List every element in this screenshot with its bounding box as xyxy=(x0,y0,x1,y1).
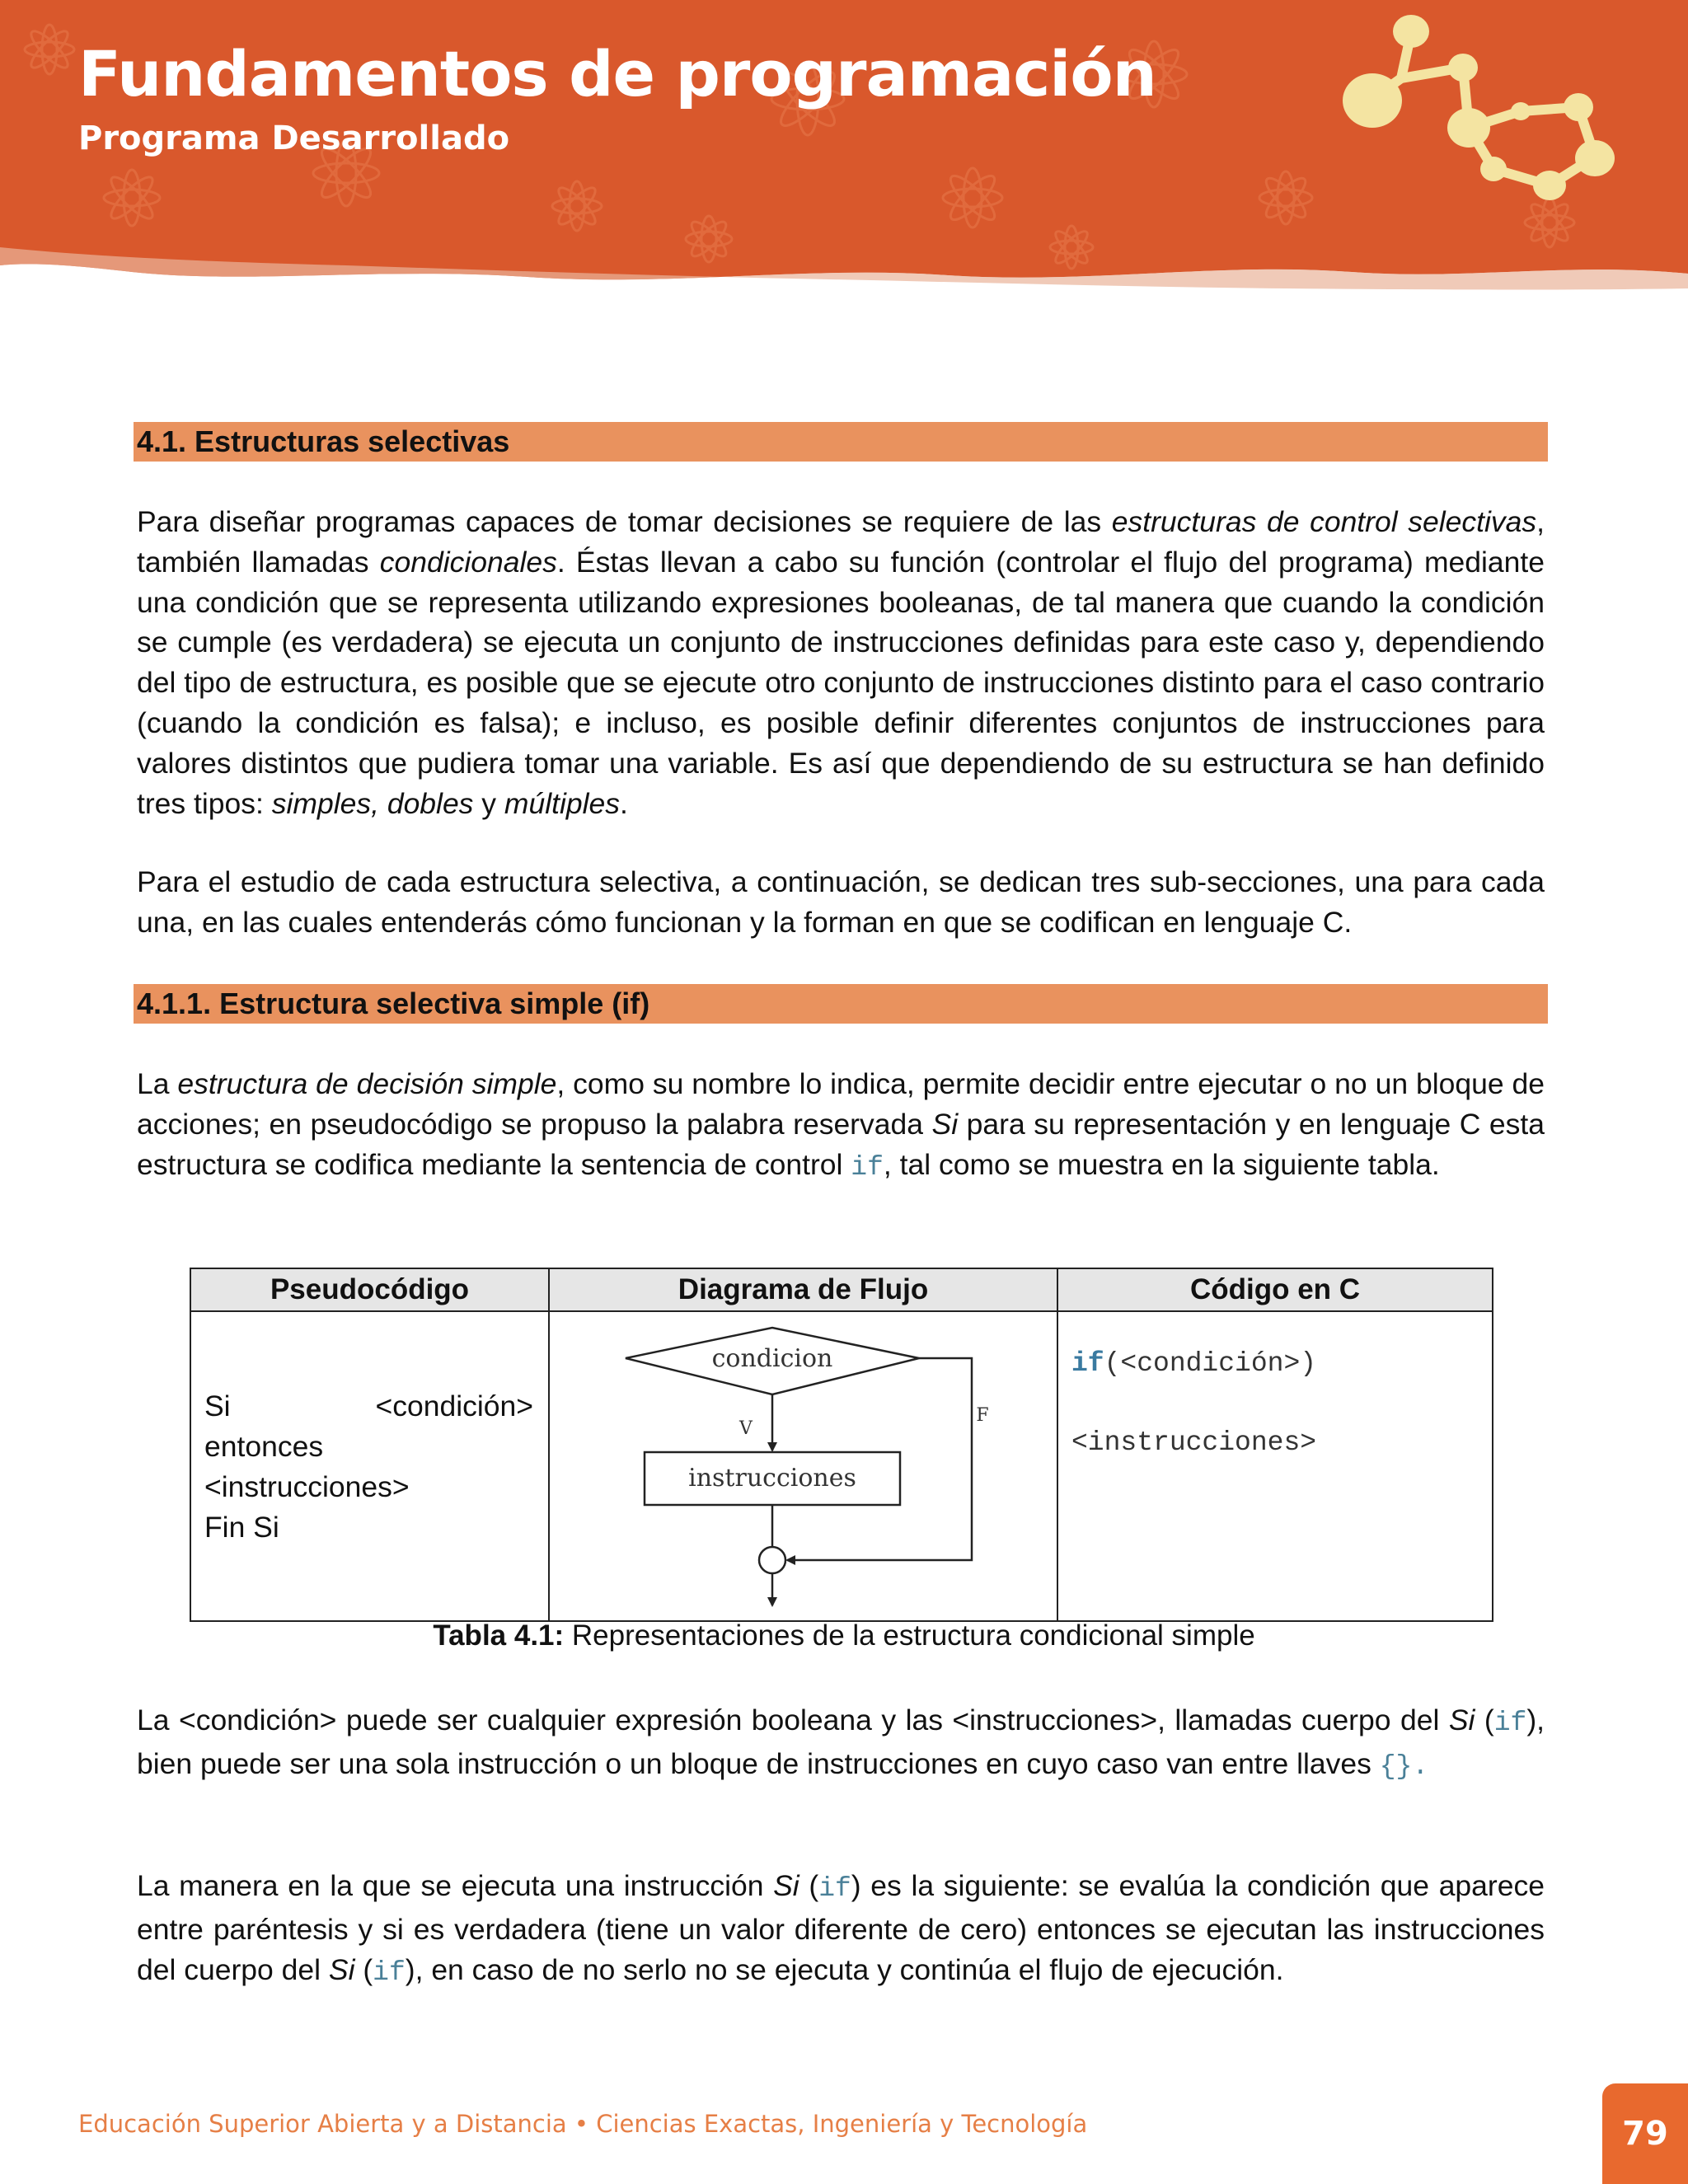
text-run: Para diseñar programas capaces de tomar decisiones se requiere de las xyxy=(137,505,1112,538)
text-run: ( xyxy=(1475,1704,1494,1736)
inline-code: if xyxy=(373,1957,406,1988)
flowchart-cell xyxy=(549,1311,1057,1621)
table-row xyxy=(190,1311,1493,1621)
text-run: La xyxy=(137,1067,178,1100)
page-number: 79 xyxy=(1602,2083,1688,2184)
section-heading-4-1-1: 4.1.1. Estructura selectiva simple (if) xyxy=(134,984,1548,1024)
representations-table xyxy=(190,1268,1493,1622)
pseudo-entonces: entonces xyxy=(204,1430,324,1463)
text-run: , también llamadas xyxy=(137,505,1545,579)
footer-institution: Educación Superior Abierta y a Distancia • Ciencias Exactas, Ingeniería y Tecnología xyxy=(78,2110,1088,2138)
pseudo-instructions: <instrucciones> xyxy=(204,1470,410,1503)
header-banner xyxy=(0,0,1688,297)
text-run: ), en caso de no serlo no se ejecuta y continúa el flujo de ejecución. xyxy=(405,1952,1284,1986)
connector-circle xyxy=(759,1547,785,1573)
paragraph-selective-structures xyxy=(137,502,1545,823)
column-header-flowchart: Diagrama de Flujo xyxy=(549,1268,1057,1311)
emphasis-text: Si xyxy=(931,1107,959,1141)
true-label: V xyxy=(739,1418,753,1439)
text-run: , como su nombre lo indica, permite decidir entre ejecutar o no un bloque de acciones; en pseudocódigo se propuso la palabra reservada xyxy=(137,1067,1545,1141)
paragraph-subsections-intro xyxy=(137,862,1545,943)
table-caption-text: Representaciones de la estructura condicional simple xyxy=(564,1619,1255,1652)
code-instructions: <instrucciones> xyxy=(1071,1427,1317,1458)
flowchart-diagram xyxy=(550,1312,1057,1620)
emphasis-text: Si xyxy=(773,1869,799,1902)
inline-code: if xyxy=(1493,1708,1527,1738)
code-if-keyword: if xyxy=(1071,1348,1104,1379)
text-run: ( xyxy=(354,1952,373,1986)
pseudo-condition: <condición> xyxy=(375,1390,533,1422)
table-header-row xyxy=(190,1268,1493,1311)
text-run: ) es la siguiente: se evalúa la condición que aparece entre paréntesis y si es verdadera (tiene un valor diferente de cero) entonces se ejecutan las instrucciones del cuerpo del xyxy=(137,1869,1545,1986)
text-run: y xyxy=(473,786,504,820)
inline-code: if xyxy=(851,1151,884,1183)
inline-code: if xyxy=(818,1873,851,1904)
text-run: para su representación y en lenguaje C esta estructura se codifica mediante la sentencia de control xyxy=(137,1107,1545,1181)
text-run: La <condición> puede ser cualquier expresión booleana y las <instrucciones>, llamadas cuerpo del xyxy=(137,1704,1449,1736)
decision-label: condicion xyxy=(711,1344,833,1373)
text-run: La manera en la que se ejecuta una instrucción xyxy=(137,1869,774,1902)
false-label: F xyxy=(976,1405,989,1426)
table-caption-label: Tabla 4.1: xyxy=(433,1619,565,1652)
paragraph-execution xyxy=(137,1866,1545,1993)
emphasis-text: condicionales xyxy=(379,545,557,579)
emphasis-text: múltiples xyxy=(504,786,620,820)
text-run: , tal como se muestra en la siguiente tabla. xyxy=(883,1147,1440,1181)
code-condition: (<condición>) xyxy=(1104,1348,1317,1379)
pseudo-fin-si: Fin Si xyxy=(204,1511,279,1544)
emphasis-text: Si xyxy=(328,1952,355,1986)
process-label: instrucciones xyxy=(688,1464,856,1493)
text-run: ), bien puede ser una sola instrucción o un bloque de instrucciones en cuyo caso van entre llaves xyxy=(137,1704,1545,1780)
inline-code: {}. xyxy=(1379,1750,1429,1782)
pseudo-si-keyword: Si xyxy=(204,1390,231,1422)
emphasis-text: estructuras de control selectivas xyxy=(1111,505,1537,538)
emphasis-text: Si xyxy=(1448,1704,1475,1736)
emphasis-text: estructura de decisión simple xyxy=(177,1067,557,1100)
document-title: Fundamentos de programación xyxy=(78,37,1156,110)
emphasis-text: simples, dobles xyxy=(271,786,474,820)
text-run: Para el estudio de cada estructura selectiva, a continuación, se dedican tres sub-secciones, una para cada una, en las cuales entenderás cómo funcionan y la forman en que se codifican en lenguaje C. xyxy=(137,865,1545,939)
text-run: . xyxy=(620,786,628,820)
section-heading-4-1: 4.1. Estructuras selectivas xyxy=(134,422,1548,462)
text-run: . Éstas llevan a cabo su función (controlar el flujo del programa) mediante una condición que se representa utilizando expresiones booleanas, de tal manera que cuando la condición se cumple (es verdadera) se ejecuta un conjunto de instrucciones definidas para este caso y, dependiendo del tipo de estructura, es posible que se ejecute otro conjunto de instrucciones distinto para el caso contrario (cuando la condición es falsa); e incluso, es posible definir diferentes conjuntos de instrucciones para valores distintos que pudiera tomar una variable. Es así que dependiendo de su estructura se han definido tres tipos: xyxy=(137,545,1545,820)
paragraph-condition-body xyxy=(137,1700,1545,1788)
column-header-c-code: Código en C xyxy=(1057,1268,1493,1311)
document-subtitle: Programa Desarrollado xyxy=(78,120,510,157)
text-run: ( xyxy=(799,1869,819,1902)
table-caption xyxy=(0,1619,1688,1652)
column-header-pseudocode: Pseudocódigo xyxy=(190,1268,549,1311)
c-code-cell xyxy=(1057,1311,1493,1621)
paragraph-simple-structure xyxy=(137,1064,1545,1188)
pseudocode-cell xyxy=(190,1311,549,1621)
